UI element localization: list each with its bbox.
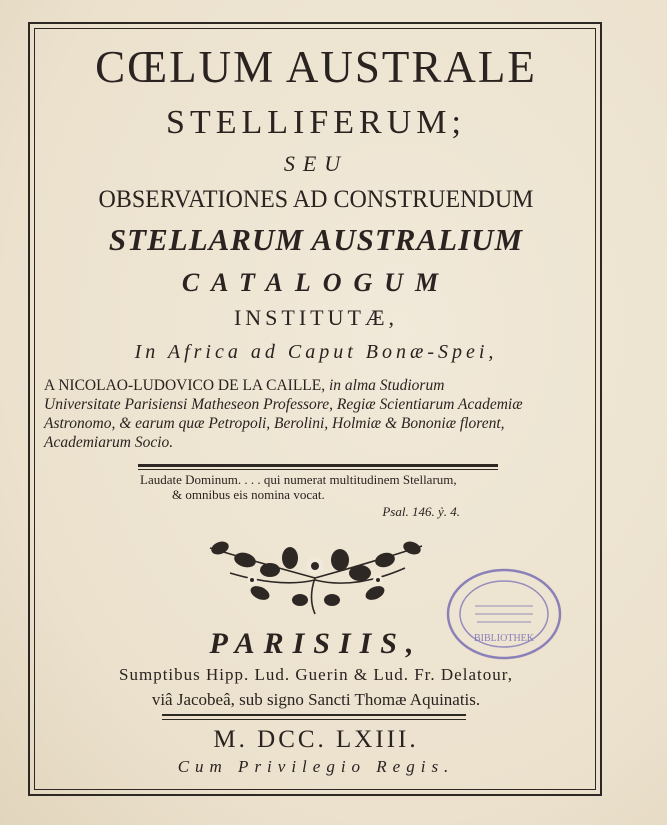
title-line-1: CŒLUM AUSTRALE: [95, 42, 537, 92]
title-line-8: In Africa ad Caput Bonæ-Spei,: [134, 341, 498, 363]
title-line-2: STELLIFERUM;: [166, 104, 466, 141]
epigraph-reference: Psal. 146. ỷ. 4.: [382, 504, 460, 519]
imprint-privilege: Cum Privilegio Regis.: [177, 757, 455, 776]
author-row-2: Universitate Parisiensi Matheseon Professore, Regiæ Scientiarum Academiæ: [44, 396, 523, 413]
title-line-3: SEU: [283, 151, 349, 176]
floral-ornament-icon: [190, 518, 440, 618]
title-line-7: INSTITUTÆ,: [233, 305, 399, 330]
epigraph-line-2: & omnibus eis nomina vocat.: [172, 487, 325, 502]
title-line-4: OBSERVATIONES AD CONSTRUENDUM: [98, 186, 534, 213]
imprint-rule-top: [162, 714, 466, 716]
author-row-3: Astronomo, & earum quæ Petropoli, Berolini, Holmiæ & Bononiæ florent,: [44, 415, 505, 432]
author-row-1: [44, 376, 592, 395]
imprint-publishers: Sumptibus Hipp. Lud. Guerin & Lud. Fr. Delatour,: [119, 665, 513, 684]
epigraph-line-1: Laudate Dominum. . . . qui numerat multitudinem Stellarum,: [140, 472, 457, 487]
stamp-text: BIBLIOTHEK: [474, 633, 534, 644]
imprint-rule-bottom: [162, 719, 466, 720]
imprint-year: M. DCC. LXIII.: [213, 726, 419, 753]
imprint-address: viâ Jacobeâ, sub signo Sancti Thomæ Aquinatis.: [151, 690, 481, 709]
author-name: A NICOLAO-LUDOVICO DE LA CAILLE,: [44, 377, 326, 394]
epigraph-rule-thick: [138, 464, 498, 467]
author-row-4: Academiarum Socio.: [44, 434, 174, 451]
imprint-city: PARISIIS,: [209, 627, 423, 660]
title-line-6: CATALOGUM: [181, 268, 451, 297]
author-row-1-rest: in alma Studiorum: [325, 377, 445, 394]
epigraph: [140, 472, 500, 519]
epigraph-rule-thin: [138, 469, 498, 470]
title-line-5: STELLARUM AUSTRALIUM: [108, 222, 524, 257]
author-block: [44, 376, 592, 452]
